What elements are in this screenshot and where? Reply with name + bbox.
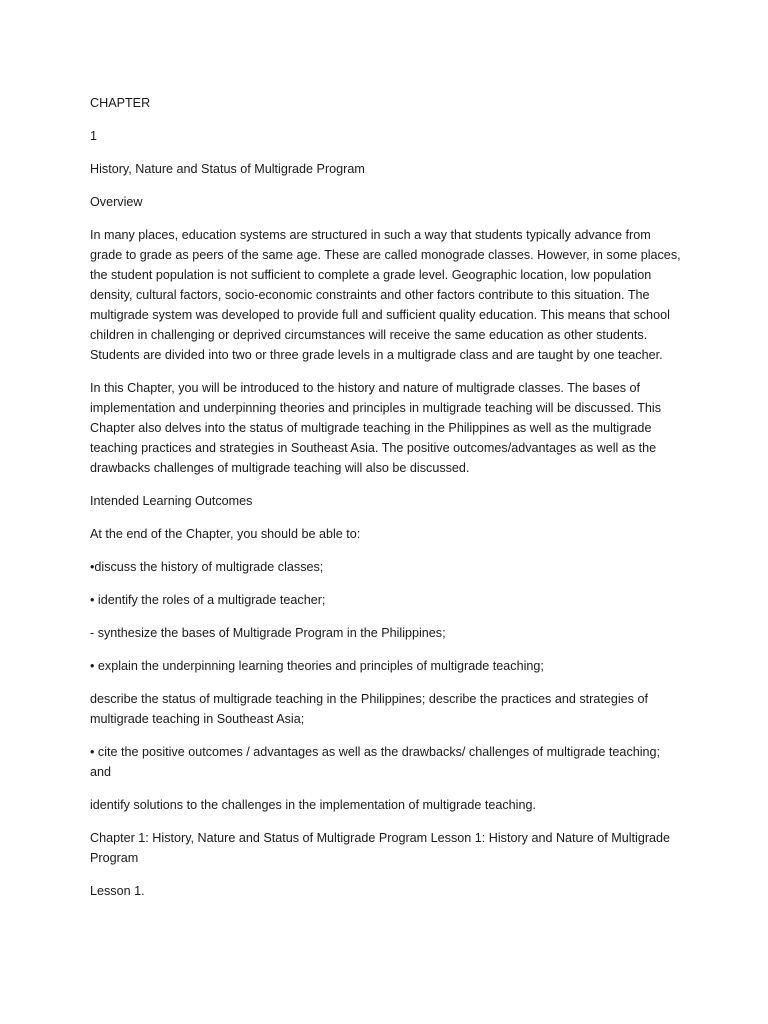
overview-paragraph: In many places, education systems are structured in such a way that students typically advance from grade to grade as peers of the same age. These are called monograde classes. However, in some places, the student population is not sufficient to complete a grade level. Geographic location, low population density, cultural factors, socio-economic constraints and other factors contribute to this situation. The multigrade system was developed to provide full and sufficient quality education. This means that school children in challenging or deprived circumstances will receive the same education as other students. Students are divided into two or three grade levels in a multigrade class and are taught by one teacher. [90,228,681,362]
outcome-item: •discuss the history of multigrade classes; [90,560,324,574]
outcome-item: • identify the roles of a multigrade teacher; [90,593,326,607]
document-page [90,93,682,914]
outcomes-intro: At the end of the Chapter, you should be able to: [90,527,361,541]
chapter-number: 1 [90,129,98,143]
chapter-label: CHAPTER [90,96,151,110]
lesson-label: Lesson 1. [90,884,145,898]
outcome-item: • explain the underpinning learning theories and principles of multigrade teaching; [90,659,544,673]
overview-paragraph: In this Chapter, you will be introduced to the history and nature of multigrade classes. The bases of implementation and underpinning theories and principles in multigrade teaching will be discussed. This Chapter also delves into the status of multigrade teaching in the Philippines as well as the multigrade teaching practices and strategies in Southeast Asia. The positive outcomes/advantages as well as the drawbacks challenges of multigrade teaching will also be discussed. [90,381,662,475]
outcomes-heading: Intended Learning Outcomes [90,494,253,508]
outcome-item: - synthesize the bases of Multigrade Program in the Philippines; [90,626,446,640]
outcome-item: describe the status of multigrade teaching in the Philippines; describe the practices and strategies of multigrade teaching in Southeast Asia; [90,692,648,726]
outcome-item: • cite the positive outcomes / advantages as well as the drawbacks/ challenges of multigrade teaching; and [90,745,661,779]
overview-heading: Overview [90,195,143,209]
chapter-title: History, Nature and Status of Multigrade Program [90,162,365,176]
lesson-heading: Chapter 1: History, Nature and Status of Multigrade Program Lesson 1: History and Nature of Multigrade Program [90,831,671,865]
outcome-item: identify solutions to the challenges in the implementation of multigrade teaching. [90,798,536,812]
